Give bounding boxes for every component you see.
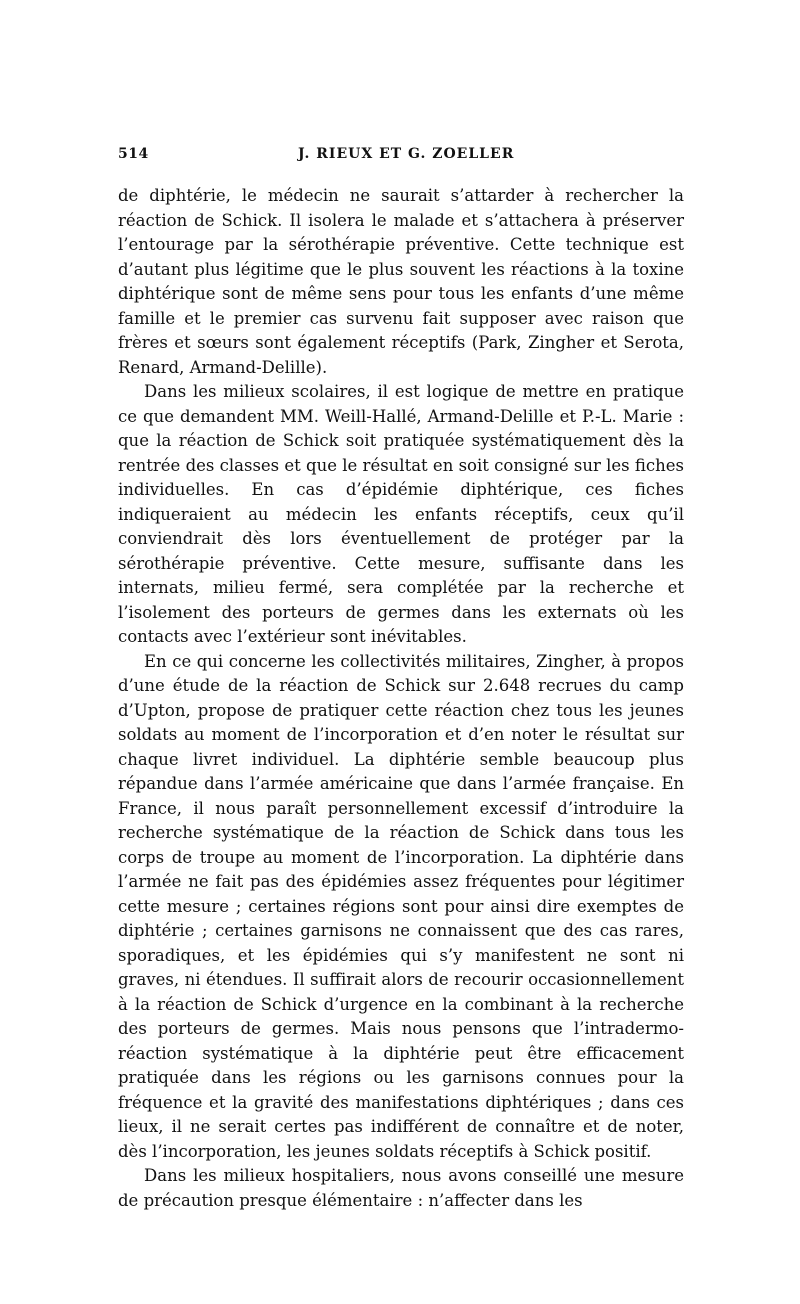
paragraph: En ce qui concerne les collectivités militaires, Zingher, à propos d’une étude de la réaction de Schick sur 2.648 recrues du camp d’Upton, propose de pratiquer cette réaction chez tous les jeunes soldats au moment de l’incorporation et d’en noter le résultat sur chaque livret individuel. La diphtérie semble beaucoup plus répandue dans l’armée américaine que dans l’armée française. En France, il nous paraît personnellement excessif d’introduire la recherche systématique de la réaction de Schick dans tous les corps de troupe au moment de l’incorporation. La diphtérie dans l’armée ne fait pas des épidémies assez fréquentes pour légitimer cette mesure ; certaines régions sont pour ainsi dire exemptes de diphtérie ; certaines garnisons ne connaissent que des cas rares, sporadiques, et les épidémies qui s’y manifestent ne sont ni graves, ni étendues. Il suffirait alors de recourir occasionnellement à la réaction de Schick d’urgence en la combinant à la recherche des porteurs de germes. Mais nous pensons que l’intradermo-réaction systématique à la diphtérie peut être efficacement pratiquée dans les régions ou les garnisons connues pour la fréquence et la gravité des manifestations diphtériques ; dans ces lieux, il ne serait certes pas indifférent de connaître et de noter, dès l’incorporation, les jeunes soldats réceptifs à Schick positif. (118, 651, 684, 1161)
running-head: J. RIEUX ET G. ZOELLER (298, 146, 515, 162)
body-text (118, 184, 684, 1213)
page-number: 514 (118, 146, 149, 162)
page-header (118, 146, 684, 170)
paragraph: Dans les milieux hospitaliers, nous avons conseillé une mesure de précaution presque élémentaire : n’affecter dans les (118, 1166, 684, 1210)
paragraph: de diphtérie, le médecin ne saurait s’attarder à rechercher la réaction de Schick. Il isolera le malade et s’attachera à préserver l’entourage par la sérothérapie préventive. Cette technique est d’autant plus légitime que le plus souvent les réactions à la toxine diphtérique sont de même sens pour tous les enfants d’une même famille et le premier cas survenu fait supposer avec raison que frères et sœurs sont également réceptifs (Park, Zingher et Serota, Renard, Armand-Delille). (118, 186, 684, 377)
paragraph: Dans les milieux scolaires, il est logique de mettre en pratique ce que demandent MM. Weill-Hallé, Armand-Delille et P.-L. Marie : que la réaction de Schick soit pratiquée systématiquement dès la rentrée des classes et que le résultat en soit consigné sur les fiches individuelles. En cas d’épidémie diphtérique, ces fiches indiqueraient au médecin les enfants réceptifs, ceux qu’il conviendrait dès lors éventuellement de protéger par la sérothérapie préventive. Cette mesure, suffisante dans les internats, milieu fermé, sera complétée par la recherche et l’isolement des porteurs de germes dans les externats où les contacts avec l’extérieur sont inévitables. (118, 382, 684, 646)
